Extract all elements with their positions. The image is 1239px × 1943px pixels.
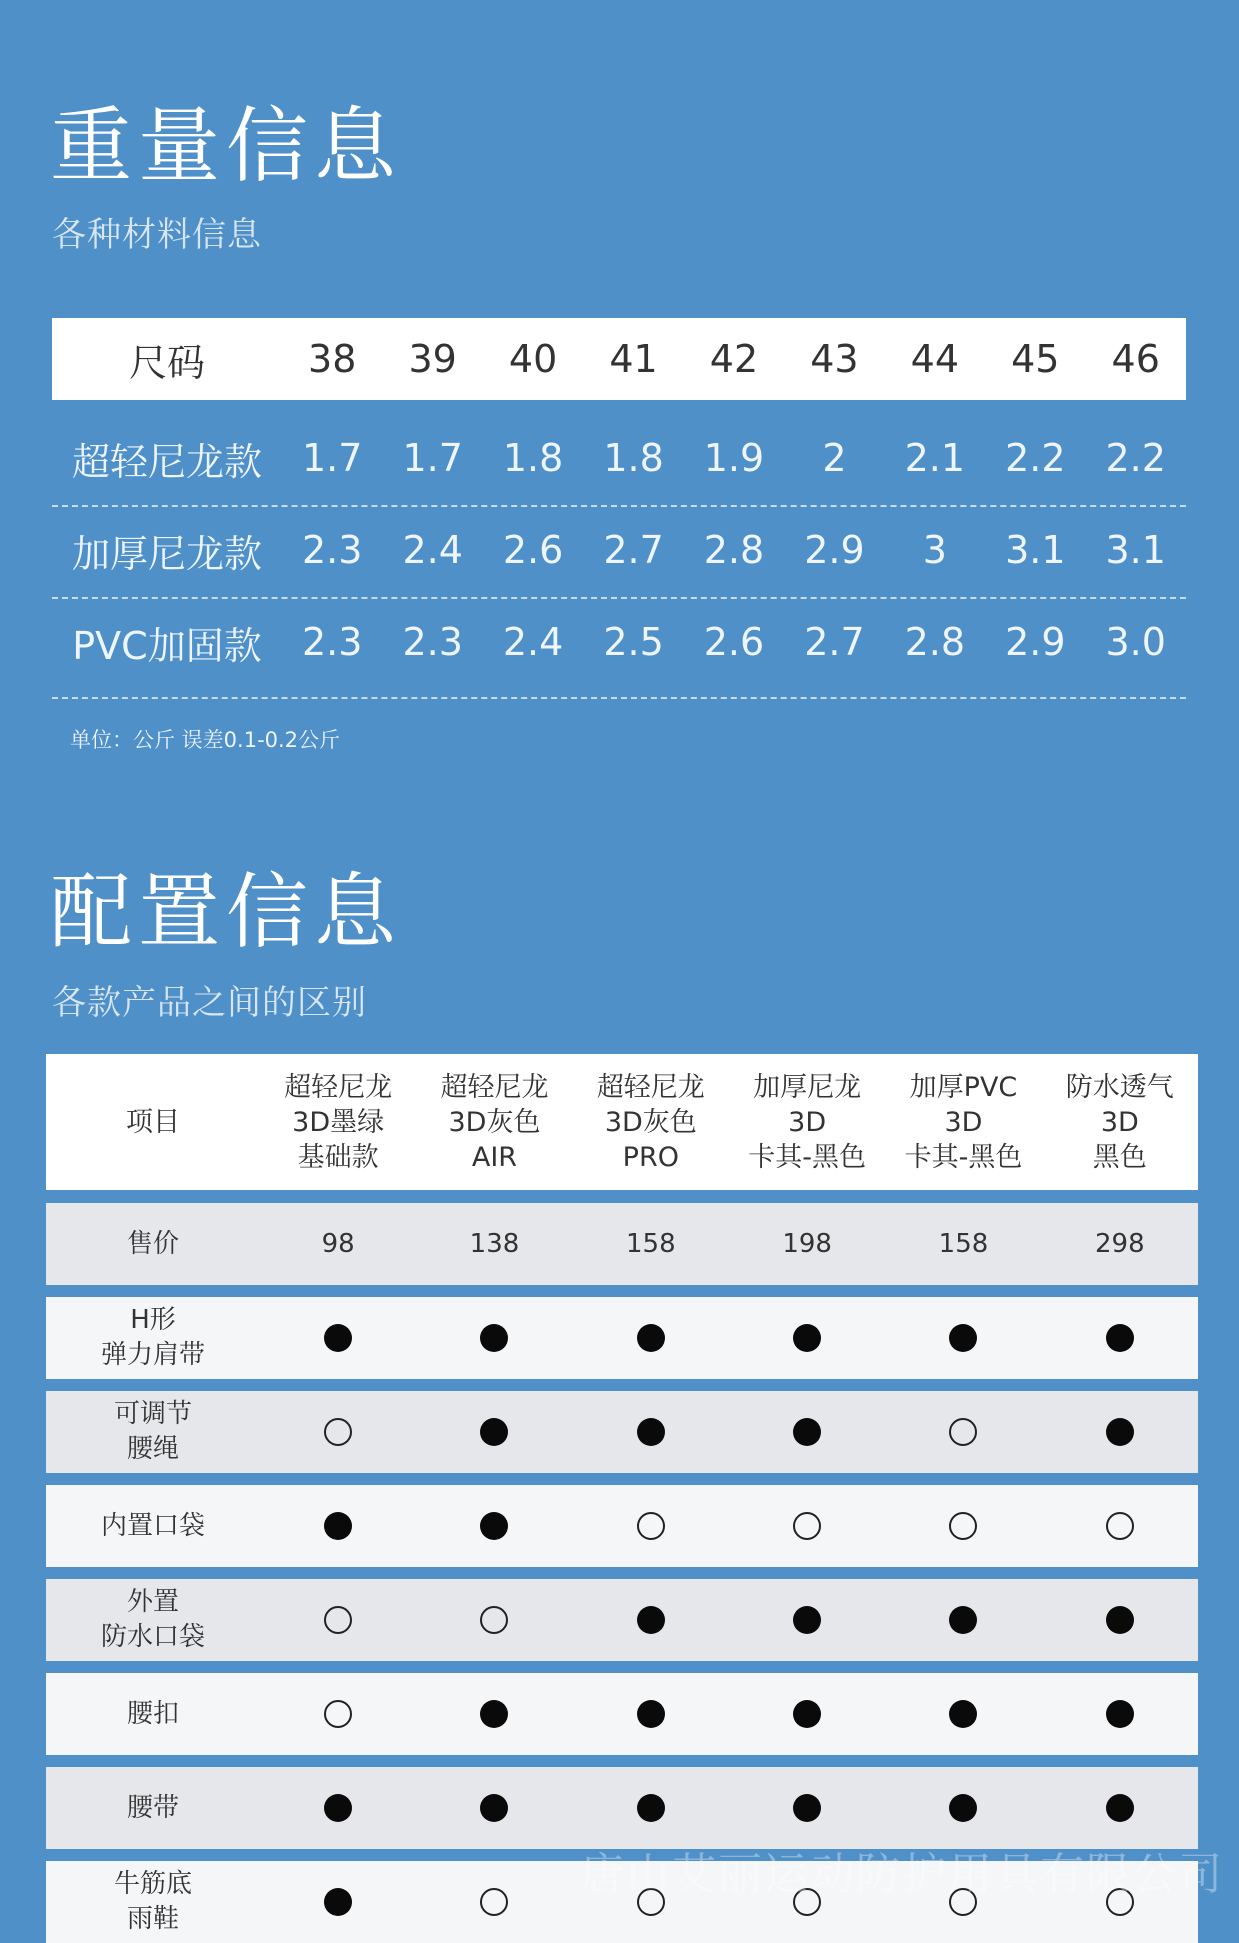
filled-circle-icon [949,1700,977,1728]
item-header-label: 项目 [126,1106,180,1138]
weight-row [52,418,1186,498]
feature-cell [573,1418,729,1446]
filled-circle-icon [1106,1606,1134,1634]
weight-value-cell: 2.9 [1005,620,1066,664]
weight-row-label: 超轻尼龙款 [71,439,262,484]
feature-cell [416,1512,572,1540]
weight-row-label: 加厚尼龙款 [71,531,262,576]
feature-cell [1042,1794,1198,1822]
feature-row-label: 内置口袋 [100,1510,205,1541]
feature-row [46,1297,1198,1379]
empty-circle-icon [480,1888,508,1916]
weight-title: 重量信息 [50,99,403,194]
size-header-cell: 44 [910,337,960,381]
feature-row-label: 可调节 腰绳 [113,1399,192,1464]
feature-cell [729,1418,885,1446]
filled-circle-icon [793,1794,821,1822]
filled-circle-icon [637,1794,665,1822]
size-header-cell: 40 [508,337,558,381]
weight-value-cell: 2.7 [603,528,664,572]
price-cell: 158 [938,1228,989,1259]
weight-value-cell: 2.1 [904,436,966,480]
product-header-cell: 超轻尼龙 3D灰色 AIR [440,1071,549,1173]
price-cell: 138 [469,1228,520,1259]
filled-circle-icon [637,1324,665,1352]
feature-cell [1042,1324,1198,1352]
weight-value-cell: 2.6 [703,620,765,664]
config-subtitle: 各款产品之间的区别 [52,983,367,1023]
feature-cell [416,1888,572,1916]
weight-value-cell: 1.7 [302,436,363,480]
weight-value-cell: 1.9 [703,436,765,480]
filled-circle-icon [480,1700,508,1728]
empty-circle-icon [480,1606,508,1634]
weight-value-cell: 2.3 [302,528,363,572]
size-header-cell: 43 [810,337,859,381]
price-cell: 198 [782,1228,832,1259]
feature-row [46,1767,1198,1849]
feature-cell [260,1418,416,1446]
weight-row-label: PVC加固款 [72,623,262,668]
watermark-text: 唐山艾丽运动防护用具有限公司 [580,1849,1224,1900]
weight-value-cell: 2.8 [904,620,966,664]
feature-cell [260,1606,416,1634]
size-header-cell: 41 [609,337,658,381]
feature-cell [416,1700,572,1728]
feature-cell [729,1700,885,1728]
filled-circle-icon [1106,1700,1134,1728]
filled-circle-icon [480,1418,508,1446]
feature-row-label: H形 弹力肩带 [100,1305,205,1370]
price-cell: 298 [1094,1228,1145,1259]
feature-row [46,1485,1198,1567]
product-header-cell: 防水透气 3D 黑色 [1065,1071,1174,1173]
weight-value-cell: 2.8 [703,528,765,572]
empty-circle-icon [324,1418,352,1446]
feature-cell [260,1888,416,1916]
weight-unit-note: 单位：公斤 误差0.1-0.2公斤 [70,728,341,752]
weight-value-cell: 1.8 [603,436,664,480]
feature-cell [885,1512,1041,1540]
filled-circle-icon [1106,1418,1134,1446]
filled-circle-icon [793,1606,821,1634]
feature-cell [729,1512,885,1540]
weight-row [52,602,1186,682]
size-header-cell: 46 [1111,337,1160,381]
filled-circle-icon [324,1512,352,1540]
feature-cell [573,1606,729,1634]
feature-row-label: 外置 防水口袋 [100,1587,205,1652]
weight-value-cell: 2.4 [402,528,463,572]
weight-subtitle: 各种材料信息 [52,215,262,255]
filled-circle-icon [324,1794,352,1822]
row-divider [52,505,1186,507]
weight-value-cell: 2.4 [502,620,564,664]
empty-circle-icon [949,1418,977,1446]
weight-value-cell: 2.9 [804,528,865,572]
price-row-label: 售价 [126,1228,179,1259]
feature-cell [885,1606,1041,1634]
feature-row [46,1391,1198,1473]
product-header-cell: 超轻尼龙 3D灰色 PRO [596,1071,705,1173]
filled-circle-icon [793,1418,821,1446]
row-divider [52,597,1186,599]
filled-circle-icon [1106,1794,1134,1822]
config-table-header [46,1054,1198,1190]
weight-table-header [52,318,1186,400]
feature-cell [573,1512,729,1540]
filled-circle-icon [1106,1324,1134,1352]
filled-circle-icon [480,1512,508,1540]
filled-circle-icon [793,1324,821,1352]
weight-value-cell: 1.8 [502,436,564,480]
empty-circle-icon [793,1512,821,1540]
feature-cell [573,1324,729,1352]
feature-cell [729,1794,885,1822]
feature-cell [1042,1606,1198,1634]
weight-value-cell: 1.7 [402,436,463,480]
feature-cell [729,1606,885,1634]
price-row [46,1203,1198,1285]
feature-cell [260,1512,416,1540]
weight-value-cell: 2 [822,436,847,480]
size-header-label: 尺码 [128,340,205,385]
weight-value-cell: 2.2 [1005,436,1066,480]
filled-circle-icon [324,1324,352,1352]
feature-cell [416,1418,572,1446]
feature-cell [416,1324,572,1352]
feature-row-label: 牛筋底 雨鞋 [113,1869,192,1934]
weight-value-cell: 3.0 [1105,620,1166,664]
product-header-cell: 超轻尼龙 3D墨绿 基础款 [284,1071,393,1173]
empty-circle-icon [324,1606,352,1634]
size-header-cell: 45 [1011,337,1060,381]
feature-cell [885,1794,1041,1822]
filled-circle-icon [949,1794,977,1822]
product-header-cell: 加厚尼龙 3D 卡其-黑色 [748,1071,867,1173]
feature-row [46,1673,1198,1755]
feature-row [46,1579,1198,1661]
feature-cell [885,1700,1041,1728]
weight-value-cell: 2.6 [502,528,564,572]
config-title: 配置信息 [50,865,403,960]
size-header-cell: 39 [408,337,457,381]
empty-circle-icon [1106,1512,1134,1540]
filled-circle-icon [480,1324,508,1352]
feature-cell [729,1324,885,1352]
weight-value-cell: 3.1 [1005,528,1066,572]
filled-circle-icon [949,1324,977,1352]
weight-value-cell: 2.5 [603,620,664,664]
empty-circle-icon [324,1700,352,1728]
feature-cell [573,1700,729,1728]
feature-cell [416,1606,572,1634]
feature-cell [1042,1512,1198,1540]
feature-cell [1042,1700,1198,1728]
feature-cell [260,1324,416,1352]
feature-cell [1042,1418,1198,1446]
size-header-cell: 38 [308,337,357,381]
row-divider [52,697,1186,699]
weight-value-cell: 2.3 [402,620,463,664]
filled-circle-icon [793,1700,821,1728]
weight-value-cell: 2.3 [302,620,363,664]
price-cell: 98 [321,1228,355,1259]
feature-cell [416,1794,572,1822]
filled-circle-icon [637,1418,665,1446]
feature-cell [260,1794,416,1822]
feature-row-label: 腰扣 [126,1698,179,1729]
filled-circle-icon [324,1888,352,1916]
weight-row [52,510,1186,590]
price-cell: 158 [626,1228,676,1259]
feature-row-label: 腰带 [126,1792,179,1823]
size-header-cell: 42 [709,337,759,381]
weight-value-cell: 3 [922,528,947,572]
product-header-cell: 加厚PVC 3D 卡其-黑色 [904,1071,1023,1173]
feature-cell [885,1418,1041,1446]
weight-value-cell: 3.1 [1105,528,1166,572]
filled-circle-icon [480,1794,508,1822]
feature-cell [573,1794,729,1822]
filled-circle-icon [637,1700,665,1728]
feature-cell [260,1700,416,1728]
filled-circle-icon [949,1606,977,1634]
filled-circle-icon [637,1606,665,1634]
weight-value-cell: 2.7 [804,620,865,664]
feature-cell [885,1324,1041,1352]
weight-value-cell: 2.2 [1105,436,1166,480]
empty-circle-icon [637,1512,665,1540]
empty-circle-icon [949,1512,977,1540]
